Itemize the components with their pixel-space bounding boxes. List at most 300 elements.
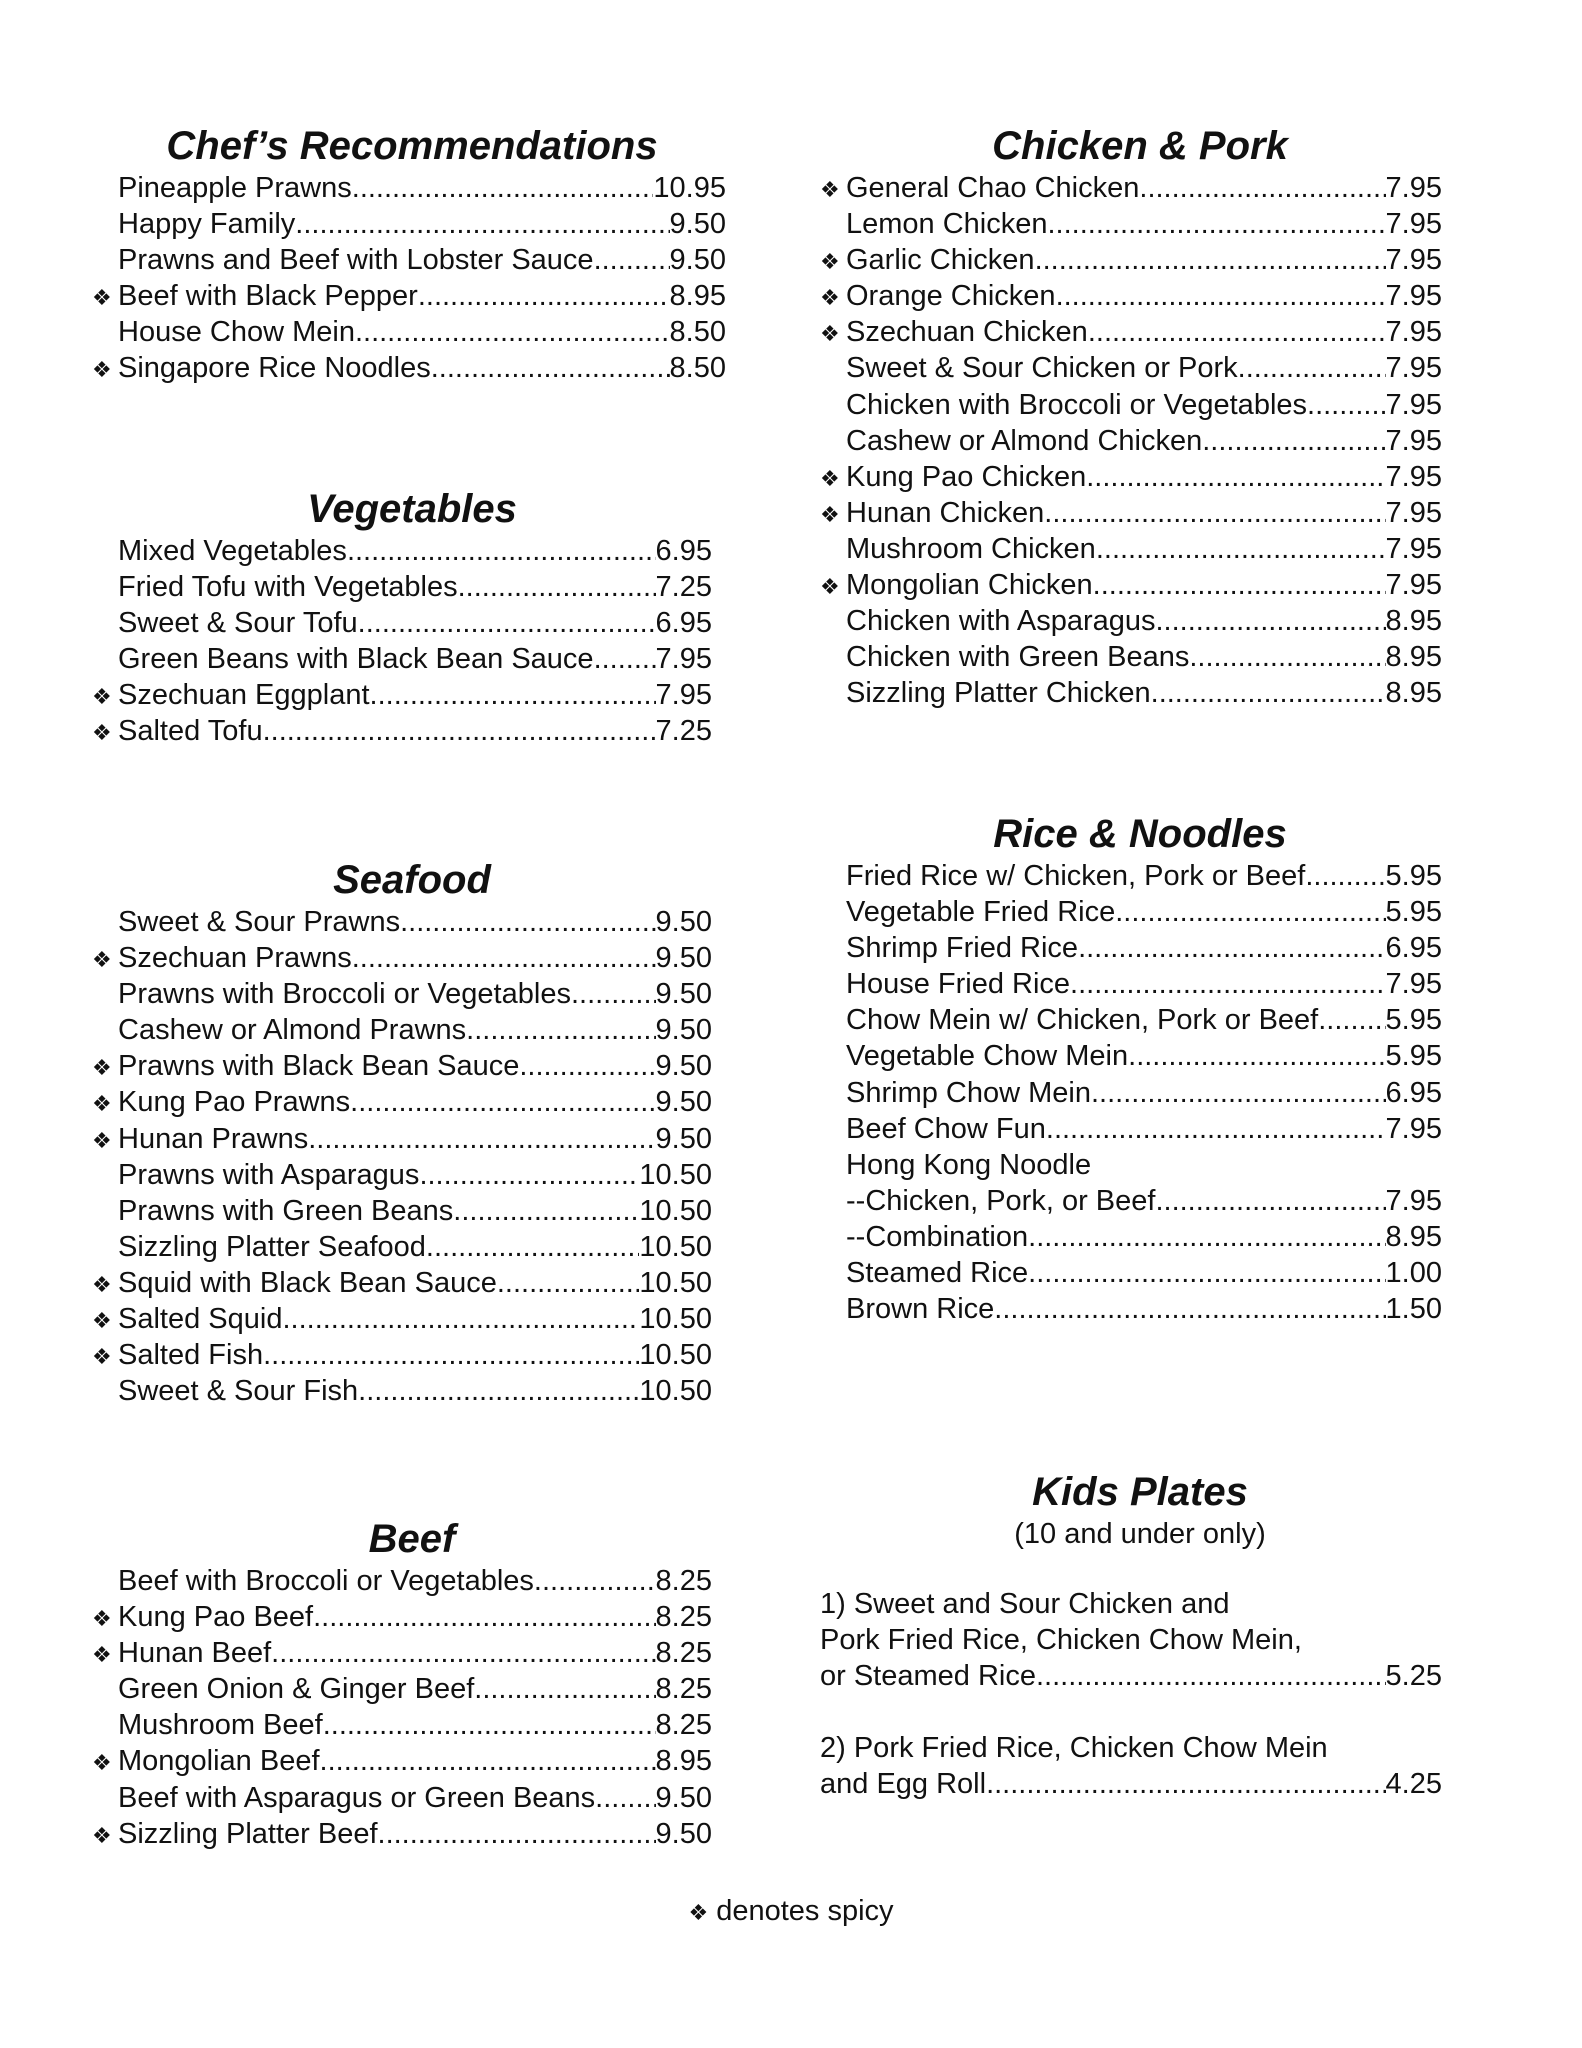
menu-item-name: Sizzling Platter Chicken bbox=[846, 677, 1151, 710]
section-subtitle: (10 and under only) bbox=[1014, 1518, 1266, 1550]
menu-item-name: Singapore Rice Noodles bbox=[118, 352, 431, 385]
menu-item-name: Chicken with Broccoli or Vegetables bbox=[846, 388, 1308, 421]
menu-item bbox=[92, 1816, 712, 1852]
menu-item bbox=[820, 966, 1442, 1002]
menu-item-price: 7.95 bbox=[1385, 1184, 1442, 1217]
dot-leader bbox=[1156, 603, 1386, 639]
menu-item bbox=[820, 1219, 1442, 1255]
menu-item-price: 10.50 bbox=[639, 1230, 712, 1263]
menu-item bbox=[820, 387, 1442, 423]
menu-item bbox=[820, 1255, 1442, 1291]
menu-item bbox=[820, 1002, 1442, 1038]
dot-leader bbox=[426, 1229, 640, 1265]
menu-item bbox=[820, 1111, 1442, 1147]
menu-item-name: House Chow Mein bbox=[118, 316, 355, 349]
menu-item-price: 9.50 bbox=[655, 1781, 712, 1814]
menu-item bbox=[820, 930, 1442, 966]
menu-item-price: 8.25 bbox=[655, 1637, 712, 1670]
menu-item bbox=[92, 1048, 712, 1084]
menu-item bbox=[92, 904, 712, 940]
menu-item bbox=[92, 569, 712, 605]
menu-item-name: Hunan Prawns bbox=[118, 1122, 309, 1155]
spicy-icon: ❖ bbox=[92, 684, 112, 710]
dot-leader bbox=[352, 170, 654, 206]
menu-item-name: Salted Tofu bbox=[118, 715, 263, 748]
menu-item-price: 7.95 bbox=[1385, 208, 1442, 241]
menu-item bbox=[820, 459, 1442, 495]
dot-leader bbox=[308, 1121, 655, 1157]
menu-item-name: Szechuan Prawns bbox=[118, 942, 352, 975]
menu-item-price: 10.50 bbox=[639, 1375, 712, 1408]
dot-leader bbox=[1056, 278, 1386, 314]
menu-item-price: 1.00 bbox=[1385, 1257, 1442, 1290]
menu-item-price: 7.95 bbox=[655, 679, 712, 712]
menu-item bbox=[92, 206, 726, 242]
menu-item bbox=[92, 170, 726, 206]
dot-leader bbox=[1128, 1038, 1385, 1074]
menu-item-name: --Combination bbox=[846, 1220, 1029, 1253]
menu-item bbox=[92, 1635, 712, 1671]
spicy-icon: ❖ bbox=[92, 1642, 112, 1668]
dot-leader bbox=[453, 1193, 639, 1229]
dot-leader bbox=[594, 641, 656, 677]
dot-leader bbox=[1202, 423, 1385, 459]
dot-leader bbox=[1139, 170, 1385, 206]
item-list bbox=[92, 170, 726, 387]
menu-item-price: 7.95 bbox=[1385, 532, 1442, 565]
menu-item-name: Sizzling Platter Beef bbox=[118, 1817, 378, 1850]
menu-item-name: --Chicken, Pork, or Beef bbox=[846, 1184, 1156, 1217]
menu-item bbox=[92, 1599, 712, 1635]
menu-item-price: 9.50 bbox=[655, 1086, 712, 1119]
dot-leader bbox=[474, 1671, 655, 1707]
section-title: Chicken & Pork bbox=[992, 124, 1288, 168]
menu-item bbox=[92, 940, 712, 976]
menu-item-price: 9.50 bbox=[655, 906, 712, 938]
menu-item bbox=[820, 567, 1442, 603]
menu-item-price: 8.25 bbox=[655, 1709, 712, 1742]
menu-item-price: 7.95 bbox=[1385, 388, 1442, 421]
spicy-icon: ❖ bbox=[92, 1606, 112, 1632]
menu-item bbox=[820, 1147, 1442, 1183]
section-title: Kids Plates bbox=[1032, 1470, 1248, 1514]
menu-item bbox=[820, 206, 1442, 242]
menu-item-name: Steamed Rice bbox=[846, 1257, 1029, 1290]
menu-item-name: Happy Family bbox=[118, 208, 296, 241]
menu-item bbox=[92, 1707, 712, 1743]
dot-leader bbox=[466, 1012, 655, 1048]
menu-item-price: 7.95 bbox=[1385, 1112, 1442, 1145]
menu-item-name: Cashew or Almond Prawns bbox=[118, 1014, 467, 1047]
menu-item-price: 8.95 bbox=[669, 280, 726, 313]
menu-item bbox=[92, 677, 712, 713]
menu-item-price: 7.95 bbox=[1385, 569, 1442, 602]
menu-item-name: Lemon Chicken bbox=[846, 208, 1048, 241]
spicy-icon: ❖ bbox=[92, 947, 112, 973]
menu-item-price: 10.50 bbox=[639, 1339, 712, 1372]
menu-item bbox=[92, 605, 712, 641]
menu-item-price: 8.95 bbox=[1385, 641, 1442, 674]
item-list bbox=[92, 904, 712, 1409]
dot-leader bbox=[323, 1707, 656, 1743]
menu-item-name: Prawns with Black Bean Sauce bbox=[118, 1050, 520, 1083]
menu-item-price: 9.50 bbox=[669, 244, 726, 277]
dot-leader bbox=[1046, 1111, 1386, 1147]
menu-item-price: 9.50 bbox=[655, 978, 712, 1011]
dot-leader bbox=[1318, 1002, 1385, 1038]
dot-leader bbox=[534, 1563, 656, 1599]
menu-item-name: Shrimp Fried Rice bbox=[846, 932, 1079, 965]
section-title: Chef’s Recommendations bbox=[166, 124, 658, 168]
spicy-icon: ❖ bbox=[92, 285, 112, 311]
menu-item-name: Sweet & Sour Prawns bbox=[118, 906, 401, 938]
menu-item bbox=[820, 603, 1442, 639]
menu-item bbox=[92, 1671, 712, 1707]
menu-item-name: Kung Pao Chicken bbox=[846, 460, 1087, 493]
dot-leader bbox=[595, 1780, 655, 1816]
menu-item-price: 9.50 bbox=[655, 942, 712, 975]
dot-leader bbox=[378, 1816, 656, 1852]
menu-item-name: Szechuan Chicken bbox=[846, 316, 1088, 349]
menu-item-price: 8.25 bbox=[655, 1673, 712, 1706]
dot-leader bbox=[458, 569, 656, 605]
dot-leader bbox=[350, 1084, 655, 1120]
menu-item-name: Green Beans with Black Bean Sauce bbox=[118, 643, 594, 676]
menu-item-price: 5.95 bbox=[1385, 860, 1442, 892]
menu-item bbox=[92, 1193, 712, 1229]
dot-leader bbox=[1189, 639, 1385, 675]
dot-leader bbox=[1028, 1255, 1385, 1291]
menu-item-price: 7.95 bbox=[1385, 172, 1442, 204]
menu-item bbox=[92, 278, 726, 314]
item-list bbox=[820, 858, 1442, 1327]
kids-plate-list bbox=[820, 1586, 1460, 1802]
kids-plate-text: Pork Fried Rice, Chicken Chow Mein, bbox=[820, 1624, 1302, 1657]
menu-item-price: 8.95 bbox=[1385, 1220, 1442, 1253]
menu-item-price: 5.95 bbox=[1385, 1004, 1442, 1037]
menu-item-price: 5.95 bbox=[1385, 1040, 1442, 1073]
menu-item bbox=[92, 1121, 712, 1157]
menu-item bbox=[820, 675, 1442, 711]
dot-leader bbox=[431, 350, 670, 386]
dot-leader bbox=[1036, 1658, 1386, 1694]
menu-item-price: 7.95 bbox=[1385, 460, 1442, 493]
spicy-legend bbox=[0, 1893, 1582, 1929]
dot-leader bbox=[320, 1743, 656, 1779]
menu-item-price: 6.95 bbox=[655, 607, 712, 640]
kids-plate-text: or Steamed Rice bbox=[820, 1660, 1036, 1693]
menu-item-price: 8.50 bbox=[669, 352, 726, 385]
menu-item bbox=[820, 350, 1442, 386]
menu-item bbox=[820, 278, 1442, 314]
dot-leader bbox=[263, 713, 656, 749]
menu-item-price: 8.25 bbox=[655, 1601, 712, 1634]
kids-plate-entry bbox=[820, 1586, 1460, 1694]
menu-item bbox=[820, 858, 1442, 894]
kids-plate-text: 1) Sweet and Sour Chicken and bbox=[820, 1588, 1230, 1620]
kids-plate-price: 5.25 bbox=[1385, 1660, 1442, 1693]
item-list bbox=[92, 1563, 712, 1852]
menu-item-name: Sweet & Sour Tofu bbox=[118, 607, 358, 640]
dot-leader bbox=[994, 1291, 1385, 1327]
dot-leader bbox=[358, 1373, 639, 1409]
spicy-icon: ❖ bbox=[820, 321, 840, 347]
menu-item-price: 9.50 bbox=[655, 1817, 712, 1850]
menu-item-name: Chow Mein w/ Chicken, Pork or Beef bbox=[846, 1004, 1319, 1037]
spicy-icon: ❖ bbox=[92, 1091, 112, 1117]
menu-item-name: Prawns and Beef with Lobster Sauce bbox=[118, 244, 594, 277]
menu-item-price: 7.95 bbox=[655, 643, 712, 676]
dot-leader bbox=[263, 1337, 639, 1373]
menu-item-name: Vegetable Fried Rice bbox=[846, 896, 1116, 929]
menu-item bbox=[820, 1291, 1442, 1327]
menu-item bbox=[820, 242, 1442, 278]
kids-plate-text: and Egg Roll bbox=[820, 1768, 987, 1801]
menu-item-name: Fried Rice w/ Chicken, Pork or Beef bbox=[846, 860, 1306, 892]
menu-item-name: Beef Chow Fun bbox=[846, 1112, 1046, 1145]
menu-item bbox=[820, 423, 1442, 459]
dot-leader bbox=[986, 1766, 1385, 1802]
section-title: Vegetables bbox=[307, 487, 517, 531]
menu-item-price: 1.50 bbox=[1385, 1293, 1442, 1326]
menu-item-name: Mushroom Chicken bbox=[846, 532, 1096, 565]
menu-item-price: 7.95 bbox=[1385, 352, 1442, 385]
dot-leader bbox=[1044, 495, 1385, 531]
section-title: Seafood bbox=[333, 858, 491, 902]
spicy-icon: ❖ bbox=[92, 720, 112, 746]
menu-item-name: Brown Rice bbox=[846, 1293, 995, 1326]
dot-leader bbox=[1086, 459, 1385, 495]
menu-item bbox=[92, 1301, 712, 1337]
spicy-icon: ❖ bbox=[92, 1822, 112, 1848]
menu-item bbox=[92, 1084, 712, 1120]
menu-item-name: Shrimp Chow Mein bbox=[846, 1076, 1091, 1109]
section-beef bbox=[92, 1515, 732, 1852]
section-rice-noodles bbox=[820, 810, 1460, 1327]
menu-item-name: Kung Pao Beef bbox=[118, 1601, 314, 1634]
menu-item-price: 7.95 bbox=[1385, 244, 1442, 277]
dot-leader bbox=[1070, 966, 1386, 1002]
menu-item bbox=[820, 170, 1442, 206]
kids-plate-price-line bbox=[820, 1766, 1442, 1802]
menu-item-name: Prawns with Green Beans bbox=[118, 1194, 454, 1227]
menu-item-price: 10.95 bbox=[653, 172, 726, 204]
dot-leader bbox=[282, 1301, 639, 1337]
menu-item bbox=[92, 976, 712, 1012]
menu-item-price: 7.95 bbox=[1385, 968, 1442, 1001]
menu-item bbox=[92, 1337, 712, 1373]
menu-item-price: 9.50 bbox=[655, 1122, 712, 1155]
dot-leader bbox=[370, 677, 656, 713]
menu-item-price: 6.95 bbox=[1385, 1076, 1442, 1109]
section-title: Beef bbox=[368, 1517, 456, 1561]
dot-leader bbox=[1078, 930, 1385, 966]
menu-item-name: Kung Pao Prawns bbox=[118, 1086, 351, 1119]
menu-item bbox=[820, 1183, 1442, 1219]
dot-leader bbox=[352, 940, 656, 976]
menu-item-price: 7.25 bbox=[655, 571, 712, 604]
menu-item-name: Hunan Chicken bbox=[846, 496, 1045, 529]
menu-item-name: Green Onion & Ginger Beef bbox=[118, 1673, 475, 1706]
dot-leader bbox=[1093, 567, 1386, 603]
spicy-icon: ❖ bbox=[820, 465, 840, 491]
menu-item-name: Szechuan Eggplant bbox=[118, 679, 370, 712]
menu-item-name: Chicken with Green Beans bbox=[846, 641, 1190, 674]
dot-leader bbox=[594, 242, 670, 278]
menu-item-name: House Fried Rice bbox=[846, 968, 1071, 1001]
spicy-icon: ❖ bbox=[92, 1055, 112, 1081]
menu-item-price: 7.95 bbox=[1385, 496, 1442, 529]
menu-item-name: Chicken with Asparagus bbox=[846, 605, 1156, 638]
dot-leader bbox=[1151, 675, 1386, 711]
kids-plate-price-line bbox=[820, 1658, 1442, 1694]
menu-item-price: 8.95 bbox=[1385, 677, 1442, 710]
dot-leader bbox=[347, 533, 656, 569]
menu-item bbox=[820, 531, 1442, 567]
menu-item-name: Mushroom Beef bbox=[118, 1709, 323, 1742]
spicy-legend-text: denotes spicy bbox=[716, 1895, 894, 1927]
spicy-icon: ❖ bbox=[92, 1750, 112, 1776]
menu-item-name: Beef with Asparagus or Green Beans bbox=[118, 1781, 596, 1814]
menu-item-price: 7.95 bbox=[1385, 280, 1442, 313]
menu-item-name: Garlic Chicken bbox=[846, 244, 1035, 277]
dot-leader bbox=[571, 976, 656, 1012]
dot-leader bbox=[418, 278, 670, 314]
menu-item-price: 10.50 bbox=[639, 1158, 712, 1191]
menu-item bbox=[92, 713, 712, 749]
menu-item-price: 8.95 bbox=[1385, 605, 1442, 638]
menu-item bbox=[92, 1563, 712, 1599]
spicy-icon: ❖ bbox=[688, 1900, 709, 1925]
kids-plate-price: 4.25 bbox=[1385, 1768, 1442, 1801]
menu-item-name: Sizzling Platter Seafood bbox=[118, 1230, 426, 1263]
menu-item-name: Hong Kong Noodle bbox=[846, 1148, 1092, 1181]
dot-leader bbox=[358, 605, 656, 641]
menu-item-name: Mongolian Beef bbox=[118, 1745, 320, 1778]
menu-item-name: Mongolian Chicken bbox=[846, 569, 1093, 602]
menu-item-price: 5.95 bbox=[1385, 896, 1442, 929]
section-vegetables bbox=[92, 485, 732, 750]
menu-item-name: Orange Chicken bbox=[846, 280, 1056, 313]
spicy-icon: ❖ bbox=[92, 1344, 112, 1370]
menu-item bbox=[92, 314, 726, 350]
menu-item bbox=[820, 639, 1442, 675]
spicy-icon: ❖ bbox=[820, 177, 840, 202]
kids-plate-text: 2) Pork Fried Rice, Chicken Chow Mein bbox=[820, 1732, 1328, 1765]
menu-item bbox=[820, 894, 1442, 930]
dot-leader bbox=[355, 314, 670, 350]
menu-item bbox=[92, 1012, 712, 1048]
dot-leader bbox=[271, 1635, 655, 1671]
dot-leader bbox=[519, 1048, 655, 1084]
menu-item-name: Vegetable Chow Mein bbox=[846, 1040, 1129, 1073]
dot-leader bbox=[419, 1157, 639, 1193]
dot-leader bbox=[1096, 531, 1386, 567]
menu-item bbox=[92, 1743, 712, 1779]
menu-item-name: Beef with Broccoli or Vegetables bbox=[118, 1565, 534, 1597]
menu-item bbox=[820, 314, 1442, 350]
dot-leader bbox=[1028, 1219, 1385, 1255]
item-list bbox=[820, 170, 1442, 711]
menu-item-name: Cashew or Almond Chicken bbox=[846, 424, 1203, 457]
spicy-icon: ❖ bbox=[820, 574, 840, 600]
dot-leader bbox=[1305, 858, 1385, 894]
menu-item-name: Hunan Beef bbox=[118, 1637, 272, 1670]
menu-item-name: Beef with Black Pepper bbox=[118, 280, 418, 313]
menu-item-name: General Chao Chicken bbox=[846, 172, 1140, 204]
dot-leader bbox=[1048, 206, 1386, 242]
spicy-icon: ❖ bbox=[820, 249, 840, 275]
dot-leader bbox=[313, 1599, 655, 1635]
menu-item-price: 10.50 bbox=[639, 1194, 712, 1227]
menu-item-name: Sweet & Sour Fish bbox=[118, 1375, 359, 1408]
item-list bbox=[92, 533, 712, 750]
menu-item-price: 7.95 bbox=[1385, 316, 1442, 349]
dot-leader bbox=[1035, 242, 1386, 278]
menu-item-name: Squid with Black Bean Sauce bbox=[118, 1266, 497, 1299]
menu-item-name: Pineapple Prawns bbox=[118, 172, 352, 204]
section-kids-plates bbox=[820, 1468, 1460, 1838]
menu-item-name: Salted Squid bbox=[118, 1303, 283, 1336]
menu-item-price: 7.25 bbox=[655, 715, 712, 748]
section-title: Rice & Noodles bbox=[993, 812, 1287, 856]
menu-item bbox=[820, 1075, 1442, 1111]
menu-item bbox=[92, 242, 726, 278]
menu-item-name: Prawns with Broccoli or Vegetables bbox=[118, 978, 571, 1011]
menu-item-price: 7.95 bbox=[1385, 424, 1442, 457]
menu-item bbox=[92, 1373, 712, 1409]
dot-leader bbox=[295, 206, 669, 242]
menu-item-price: 10.50 bbox=[639, 1266, 712, 1299]
menu-item bbox=[820, 1038, 1442, 1074]
spicy-icon: ❖ bbox=[92, 357, 112, 383]
spicy-icon: ❖ bbox=[820, 501, 840, 527]
menu-item-name: Sweet & Sour Chicken or Pork bbox=[846, 352, 1238, 385]
menu-item bbox=[92, 350, 726, 386]
menu-item bbox=[92, 641, 712, 677]
menu-item bbox=[92, 1229, 712, 1265]
menu-item-name: Salted Fish bbox=[118, 1339, 264, 1372]
menu-item-name: Mixed Vegetables bbox=[118, 535, 347, 567]
menu-item-price: 6.95 bbox=[1385, 932, 1442, 965]
spicy-icon: ❖ bbox=[92, 1308, 112, 1334]
menu-item-price: 9.50 bbox=[655, 1014, 712, 1047]
section-chefs-recommendations bbox=[92, 122, 732, 387]
menu-item bbox=[92, 1157, 712, 1193]
menu-item-price: 8.95 bbox=[655, 1745, 712, 1778]
dot-leader bbox=[497, 1265, 640, 1301]
dot-leader bbox=[1155, 1183, 1385, 1219]
dot-leader bbox=[1091, 1075, 1386, 1111]
menu-item-name: Prawns with Asparagus bbox=[118, 1158, 420, 1191]
spicy-icon: ❖ bbox=[820, 285, 840, 311]
menu-item bbox=[92, 1780, 712, 1816]
menu-item-price: 9.50 bbox=[669, 208, 726, 241]
kids-plate-entry bbox=[820, 1730, 1460, 1802]
spicy-icon: ❖ bbox=[92, 1127, 112, 1153]
section-seafood bbox=[92, 856, 732, 1409]
menu-item bbox=[92, 533, 712, 569]
menu-item bbox=[820, 495, 1442, 531]
dot-leader bbox=[400, 904, 655, 940]
menu-item-price: 9.50 bbox=[655, 1050, 712, 1083]
menu-item-price: 6.95 bbox=[655, 535, 712, 567]
dot-leader bbox=[1115, 894, 1385, 930]
menu-item bbox=[92, 1265, 712, 1301]
menu-item-price: 8.50 bbox=[669, 316, 726, 349]
menu-item-name: Fried Tofu with Vegetables bbox=[118, 571, 458, 604]
dot-leader bbox=[1307, 387, 1386, 423]
